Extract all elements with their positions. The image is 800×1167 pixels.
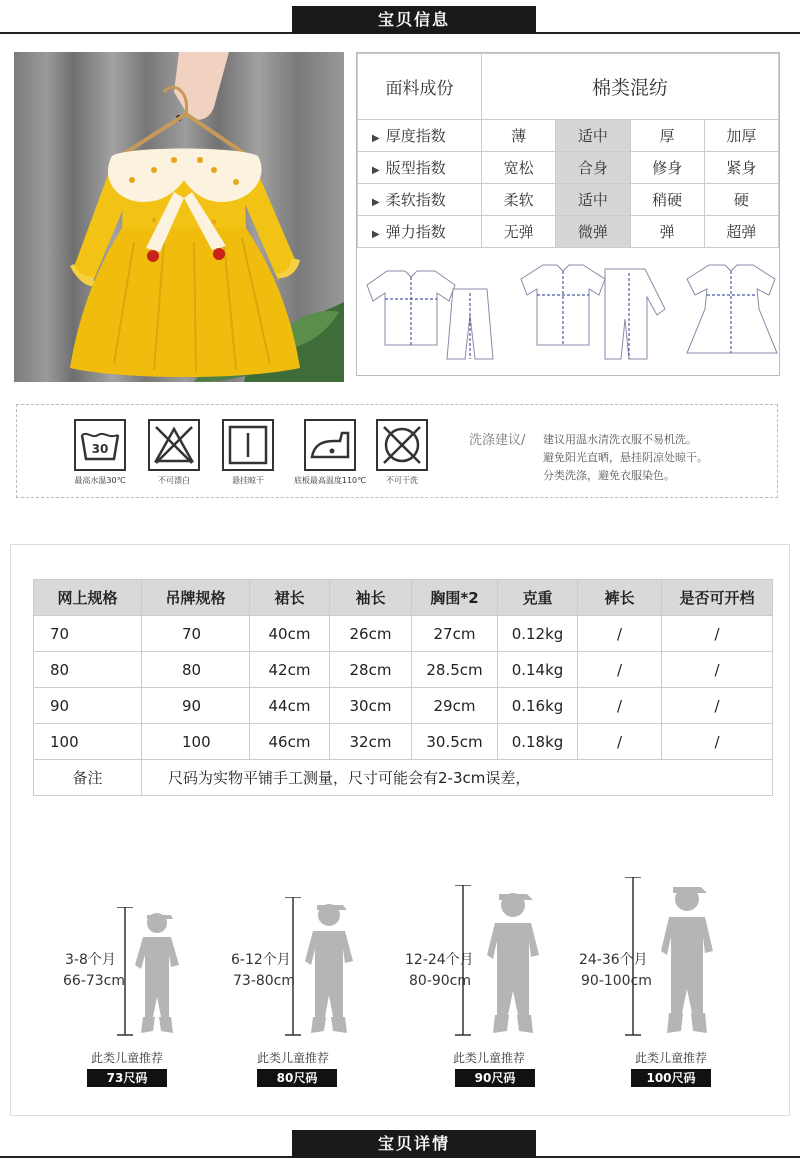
table-cell: /: [578, 724, 662, 760]
table-cell: 90: [34, 688, 142, 724]
header-cell: 吊牌规格: [142, 580, 250, 616]
option-cell-selected: 微弹: [556, 216, 630, 248]
no-bleach-icon: [148, 419, 200, 471]
triangle-icon: ▶: [372, 229, 380, 240]
header-cell: 胸围*2: [412, 580, 498, 616]
option-cell: 加厚: [704, 120, 778, 152]
footer-banner: 宝贝详情: [292, 1130, 536, 1158]
option-cell: 紧身: [704, 152, 778, 184]
table-cell: /: [662, 652, 773, 688]
wash-item: [65, 419, 135, 486]
table-cell: 70: [34, 616, 142, 652]
table-cell: 100: [142, 724, 250, 760]
option-cell: 修身: [630, 152, 704, 184]
child-silhouette-icon: [263, 897, 359, 1043]
kid-recommend: 此类儿童推荐: [635, 1051, 708, 1065]
table-cell: 27cm: [412, 616, 498, 652]
wash-advice-line: 分类洗涤，避免衣服染色。: [543, 469, 675, 482]
note-text: 尺码为实物平铺手工测量，尺寸可能会有2-3cm误差，: [142, 760, 773, 796]
table-row: [34, 616, 773, 652]
kid-height: 80-90cm: [409, 973, 472, 989]
table-cell: 30.5cm: [412, 724, 498, 760]
table-cell: /: [662, 724, 773, 760]
measurement-diagrams: [357, 249, 779, 375]
table-cell: 32cm: [330, 724, 412, 760]
table-cell: 42cm: [250, 652, 330, 688]
table-cell: 28.5cm: [412, 652, 498, 688]
fit-row: [358, 152, 779, 184]
table-cell: 28cm: [330, 652, 412, 688]
table-cell: 0.14kg: [498, 652, 578, 688]
elasticity-row: [358, 216, 779, 248]
row-label: 厚度指数: [385, 127, 446, 145]
wash-30-icon: [74, 419, 126, 471]
wash-caption: 悬挂晾干: [232, 476, 264, 485]
table-cell: /: [578, 652, 662, 688]
kid-size-badge: 90尺码: [455, 1069, 535, 1087]
table-cell: 44cm: [250, 688, 330, 724]
table-cell: /: [662, 616, 773, 652]
row-label: 弹力指数: [385, 223, 446, 241]
table-cell: 29cm: [412, 688, 498, 724]
triangle-icon: ▶: [372, 165, 380, 176]
dress-illustration: [14, 52, 344, 382]
table-cell: 26cm: [330, 616, 412, 652]
table-cell: 40cm: [250, 616, 330, 652]
table-cell: /: [662, 688, 773, 724]
header-cell: 裙长: [250, 580, 330, 616]
fabric-label: 面料成份: [358, 54, 482, 120]
wash-item: [285, 419, 375, 486]
kid-height: 66-73cm: [63, 973, 126, 989]
table-cell: 0.18kg: [498, 724, 578, 760]
no-dry-clean-icon: [376, 419, 428, 471]
option-cell: 宽松: [482, 152, 556, 184]
table-cell: 70: [142, 616, 250, 652]
wash-temp: 30: [91, 442, 109, 456]
triangle-icon: ▶: [372, 197, 380, 208]
fabric-table: [357, 53, 779, 248]
kid-age: 12-24个月: [405, 952, 474, 968]
kid-recommend: 此类儿童推荐: [257, 1051, 330, 1065]
option-cell-selected: 适中: [556, 120, 630, 152]
fabric-attributes: [356, 52, 780, 376]
table-row: [34, 724, 773, 760]
kid-size-badge: 100尺码: [631, 1069, 711, 1087]
wash-caption: 最高水温30℃: [74, 476, 126, 485]
note-row: [34, 760, 773, 796]
wash-instructions: [16, 404, 778, 498]
table-cell: 80: [142, 652, 250, 688]
table-row: [34, 652, 773, 688]
product-photo: [14, 52, 344, 382]
wash-item: [367, 419, 437, 486]
option-cell: 硬: [704, 184, 778, 216]
header-cell: 袖长: [330, 580, 412, 616]
header-cell: 网上规格: [34, 580, 142, 616]
kid-recommend: 此类儿童推荐: [453, 1051, 526, 1065]
table-cell: 0.16kg: [498, 688, 578, 724]
wash-advice-line: 建议用温水清洗衣服不易机洗。: [543, 433, 697, 446]
option-cell: 薄: [482, 120, 556, 152]
option-cell-selected: 适中: [556, 184, 630, 216]
note-label: 备注: [34, 760, 142, 796]
iron-icon: [304, 419, 356, 471]
triangle-icon: ▶: [372, 133, 380, 144]
size-table: [33, 579, 773, 796]
kid-size-badge: 80尺码: [257, 1069, 337, 1087]
table-cell: 30cm: [330, 688, 412, 724]
wash-item: [213, 419, 283, 486]
wash-item: [139, 419, 209, 486]
header-cell: 克重: [498, 580, 578, 616]
kid-height: 73-80cm: [233, 973, 296, 989]
header-cell: 是否可开档: [662, 580, 773, 616]
wash-caption: 底板最高温度110℃: [293, 476, 367, 485]
option-cell: 弹: [630, 216, 704, 248]
wash-caption: 不可干洗: [386, 476, 418, 485]
option-cell: 稍硬: [630, 184, 704, 216]
table-row: [34, 688, 773, 724]
option-cell: 无弹: [482, 216, 556, 248]
hang-dry-icon: [222, 419, 274, 471]
wash-advice-title: 洗涤建议/: [469, 433, 526, 448]
thickness-row: [358, 120, 779, 152]
kid-age: 6-12个月: [231, 952, 291, 968]
table-cell: 46cm: [250, 724, 330, 760]
kid-height: 90-100cm: [581, 973, 652, 989]
table-cell: 0.12kg: [498, 616, 578, 652]
size-section: [10, 544, 790, 1116]
wash-advice-line: 避免阳光直晒，悬挂阴凉处晾干。: [543, 451, 708, 464]
row-label: 版型指数: [385, 159, 446, 177]
table-cell: 90: [142, 688, 250, 724]
option-cell: 超弹: [704, 216, 778, 248]
table-cell: /: [578, 688, 662, 724]
option-cell-selected: 合身: [556, 152, 630, 184]
table-cell: 100: [34, 724, 142, 760]
wash-caption: 不可漂白: [158, 476, 190, 485]
size-header-row: [34, 580, 773, 616]
kid-recommend: 此类儿童推荐: [91, 1051, 164, 1065]
header-banner: 宝贝信息: [292, 6, 536, 34]
kid-size-badge: 73尺码: [87, 1069, 167, 1087]
kid-age: 3-8个月: [65, 952, 116, 968]
header-cell: 裤长: [578, 580, 662, 616]
kid-age: 24-36个月: [579, 952, 648, 968]
option-cell: 厚: [630, 120, 704, 152]
table-cell: 80: [34, 652, 142, 688]
table-cell: /: [578, 616, 662, 652]
fabric-value: 棉类混纺: [482, 54, 779, 120]
option-cell: 柔软: [482, 184, 556, 216]
row-label: 柔软指数: [385, 191, 446, 209]
softness-row: [358, 184, 779, 216]
